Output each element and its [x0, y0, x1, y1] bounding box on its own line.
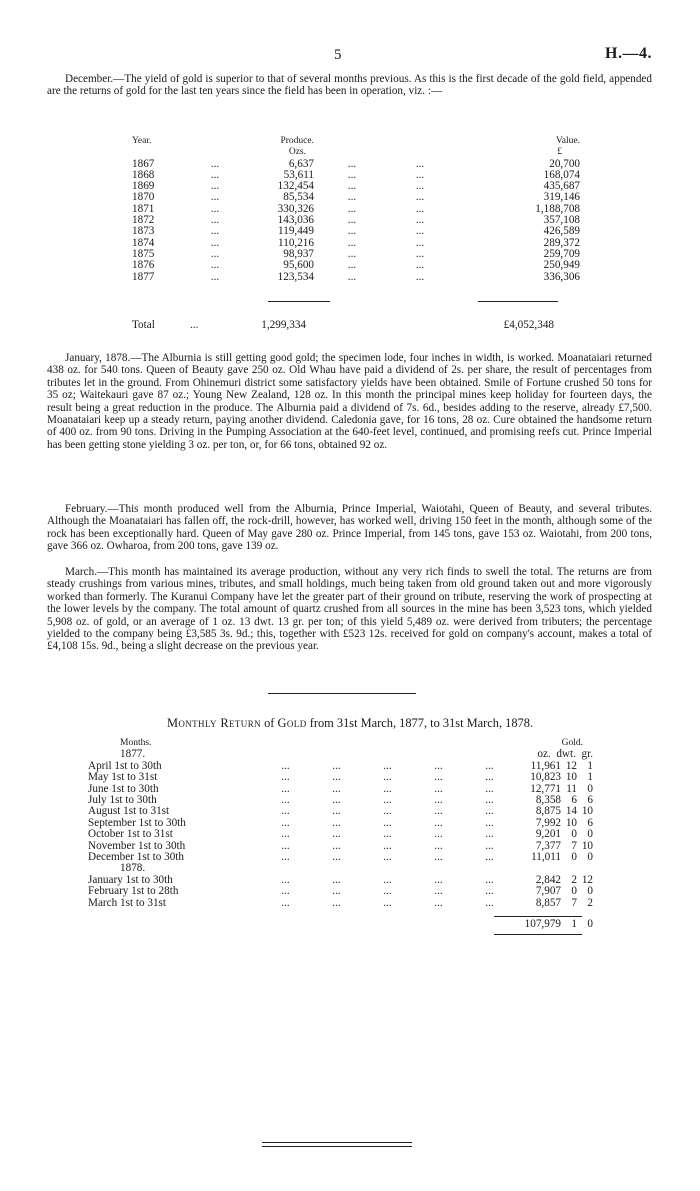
value-total-rule [478, 301, 558, 302]
leader-dots: ... [383, 816, 392, 829]
row-value: 250,949 [543, 259, 580, 272]
annual-row [132, 272, 580, 283]
leader-dots: ... [434, 794, 443, 807]
row-oz: 12,771 [530, 782, 561, 795]
annual-row [132, 215, 580, 226]
leader-dots: ... [190, 319, 199, 331]
leader-dots: ... [210, 225, 220, 238]
row-year: 1873 [132, 225, 155, 238]
leader-dots: ... [210, 214, 220, 227]
row-ozs: 85,534 [283, 191, 314, 204]
row-dwt: 10 [565, 816, 577, 829]
leader-dots: ... [485, 759, 494, 772]
leader-dots: ... [281, 896, 290, 909]
row-oz: 2,842 [535, 873, 561, 886]
row-oz: 11,011 [531, 851, 561, 864]
leader-dots: ... [332, 794, 341, 807]
row-year: 1875 [132, 247, 155, 260]
monthly-total-rule [494, 916, 582, 917]
row-dwt: 11 [566, 782, 577, 795]
row-dwt: 7 [571, 896, 577, 909]
annual-row [132, 181, 580, 192]
monthly-row [88, 829, 593, 840]
leader-dots: ... [485, 782, 494, 795]
row-gr: 0 [587, 851, 593, 864]
row-value: 426,589 [543, 225, 580, 238]
row-ozs: 53,611 [283, 168, 314, 181]
months-header: Months. [120, 738, 152, 748]
page-number: 5 [334, 47, 342, 63]
row-dwt: 0 [571, 828, 577, 841]
row-month: September 1st to 30th [88, 816, 186, 829]
row-gr: 1 [587, 771, 593, 784]
total-ozs: 1,299,334 [261, 319, 306, 331]
leader-dots: ... [415, 180, 425, 193]
row-gr: 2 [587, 896, 593, 909]
leader-dots: ... [332, 828, 341, 841]
row-gr: 0 [587, 828, 593, 841]
monthly-gold-table [88, 738, 593, 931]
leader-dots: ... [281, 805, 290, 818]
leader-dots: ... [210, 191, 220, 204]
leader-dots: ... [281, 816, 290, 829]
leader-dots: ... [434, 885, 443, 898]
leader-dots: ... [347, 180, 357, 193]
row-value: 289,372 [543, 236, 580, 249]
monthly-row [88, 898, 593, 909]
row-month: November 1st to 30th [88, 839, 186, 852]
leader-dots: ... [485, 885, 494, 898]
leader-dots: ... [347, 168, 357, 181]
leader-dots: ... [485, 805, 494, 818]
monthly-row [88, 852, 593, 863]
row-value: 435,687 [543, 180, 580, 193]
leader-dots: ... [485, 851, 494, 864]
leader-dots: ... [415, 214, 425, 227]
row-value: 1,188,708 [535, 202, 580, 215]
annual-table-header [132, 136, 580, 147]
leader-dots: ... [347, 191, 357, 204]
leader-dots: ... [485, 794, 494, 807]
leader-dots: ... [485, 873, 494, 886]
total-label: Total [132, 319, 155, 331]
leader-dots: ... [383, 794, 392, 807]
row-gr: 0 [587, 885, 593, 898]
leader-dots: ... [281, 873, 290, 886]
leader-dots: ... [434, 839, 443, 852]
leader-dots: ... [383, 873, 392, 886]
leader-dots: ... [210, 157, 220, 170]
row-month: December 1st to 30th [88, 851, 185, 864]
leader-dots: ... [415, 247, 425, 260]
leader-dots: ... [415, 225, 425, 238]
leader-dots: ... [415, 191, 425, 204]
leader-dots: ... [485, 828, 494, 841]
annual-row [132, 260, 580, 271]
leader-dots: ... [281, 851, 290, 864]
row-month: June 1st to 30th [88, 782, 159, 795]
end-divider-1 [262, 1142, 412, 1143]
leader-dots: ... [281, 885, 290, 898]
row-year: 1867 [132, 157, 155, 170]
leader-dots: ... [383, 885, 392, 898]
leader-dots: ... [415, 202, 425, 215]
leader-dots: ... [281, 839, 290, 852]
leader-dots: ... [281, 771, 290, 784]
leader-dots: ... [332, 816, 341, 829]
leader-dots: ... [434, 805, 443, 818]
row-gr: 1 [587, 759, 593, 772]
year-1878-label: 1878. [120, 862, 146, 875]
row-month: August 1st to 31st [88, 805, 170, 818]
row-value: 357,108 [543, 214, 580, 227]
row-dwt: 0 [571, 851, 577, 864]
value-unit: £ [557, 147, 562, 158]
leader-dots: ... [281, 782, 290, 795]
row-year: 1872 [132, 214, 155, 227]
row-year: 1874 [132, 236, 155, 249]
annual-row [132, 238, 580, 249]
leader-dots: ... [281, 794, 290, 807]
leader-dots: ... [210, 180, 220, 193]
leader-dots: ... [332, 851, 341, 864]
year-1877-label: 1877. [120, 748, 146, 761]
leader-dots: ... [383, 805, 392, 818]
row-oz: 8,857 [535, 896, 561, 909]
monthly-row [88, 772, 593, 783]
leader-dots: ... [347, 247, 357, 260]
leader-dots: ... [383, 782, 392, 795]
leader-dots: ... [332, 805, 341, 818]
leader-dots: ... [332, 896, 341, 909]
row-value: 319,146 [543, 191, 580, 204]
leader-dots: ... [434, 771, 443, 784]
leader-dots: ... [210, 168, 220, 181]
leader-dots: ... [332, 782, 341, 795]
row-dwt: 12 [565, 759, 577, 772]
leader-dots: ... [210, 247, 220, 260]
row-month: February 1st to 28th [88, 885, 179, 898]
annual-total-row [132, 320, 554, 331]
row-month: October 1st to 31st [88, 828, 173, 841]
row-gr: 6 [587, 794, 593, 807]
row-year: 1870 [132, 191, 155, 204]
row-oz: 8,875 [535, 805, 561, 818]
row-year: 1869 [132, 180, 155, 193]
row-gr: 10 [581, 839, 593, 852]
row-ozs: 330,326 [277, 202, 314, 215]
total-oz: 107,979 [524, 918, 561, 931]
annual-gold-table [132, 136, 580, 283]
leader-dots: ... [415, 236, 425, 249]
leader-dots: ... [383, 896, 392, 909]
row-oz: 7,377 [535, 839, 561, 852]
row-value: 20,700 [549, 157, 580, 170]
leader-dots: ... [210, 259, 220, 272]
row-dwt: 10 [565, 771, 577, 784]
leader-dots: ... [347, 236, 357, 249]
leader-dots: ... [485, 896, 494, 909]
leader-dots: ... [383, 771, 392, 784]
leader-dots: ... [281, 759, 290, 772]
annual-table-units [132, 147, 580, 158]
gold-units: oz. dwt. gr. [537, 748, 593, 761]
leader-dots: ... [281, 828, 290, 841]
monthly-table-header [88, 738, 593, 749]
document-reference: H.—4. [605, 45, 652, 62]
row-ozs: 143,036 [277, 214, 314, 227]
row-ozs: 95,600 [283, 259, 314, 272]
annual-row [132, 192, 580, 203]
annual-row [132, 159, 580, 170]
total-value: £4,052,348 [503, 319, 554, 331]
leader-dots: ... [383, 839, 392, 852]
row-oz: 11,961 [530, 759, 561, 772]
row-month: January 1st to 30th [88, 873, 173, 886]
total-dwt: 1 [571, 918, 577, 931]
row-ozs: 6,637 [288, 157, 314, 170]
paragraph-february: February.—This month produced well from the Alburnia, Prince Imperial, Waiotahi, Queen of Beauty, and several tributes. Although the Moanataiari has fallen off, the rock-drill, however, has worked well, driving 150 feet in the month, although some of the rock has been exceptionally hard. Queen of May gave 280 oz. Prince Imperial, from 145 tons, gave 153 oz. Waiotahi, from 200 tons, gave 366 oz. Owharoa, from 200 tons, gave 139 oz. [47, 503, 652, 553]
annual-row [132, 170, 580, 181]
row-oz: 8,358 [535, 794, 561, 807]
leader-dots: ... [210, 270, 220, 283]
leader-dots: ... [383, 759, 392, 772]
paragraph-march: March.—This month has maintained its average production, without any very rich finds to swell the total. The returns are from steady crushings from various mines, tributes, and small holdings, much being taken from old ground taken out and more vigorously worked than formerly. The Kuranui Company have let the greater part of their ground on tribute, reserving the work of prospecting at the lower levels by the company. The total amount of quartz crushed from all sources in the mine has been 3,523 tons, which yielded 5,908 oz. of gold, or an average of 1 oz. 13 dwt. 13 gr. per ton; of this yield 5,489 oz. were derived from tributers; the percentage yielded to the company being £3,585 3s. 9d.; this, together with £523 12s. received for gold on company's account, makes a total of £4,108 15s. 9d., being a slight decrease on the previous year. [47, 566, 652, 653]
leader-dots: ... [210, 202, 220, 215]
row-ozs: 132,454 [277, 180, 314, 193]
row-gr: 10 [581, 805, 593, 818]
row-month: July 1st to 30th [88, 794, 157, 807]
row-value: 336,306 [543, 270, 580, 283]
leader-dots: ... [434, 782, 443, 795]
monthly-total-row [88, 919, 593, 930]
total-gr: 0 [587, 918, 593, 931]
row-value: 168,074 [543, 168, 580, 181]
leader-dots: ... [347, 259, 357, 272]
leader-dots: ... [485, 839, 494, 852]
row-year: 1868 [132, 168, 155, 181]
row-dwt: 7 [571, 839, 577, 852]
paragraph-january: January, 1878.—The Alburnia is still getting good gold; the specimen lode, four inches in width, is worked. Moanataiari returned 438 oz. for 540 tons. Queen of Beauty gave 250 oz. Old Whau have paid a dividend of 2s. per share, the result of percentages from tributes let in the ground. From Ohinemuri district some satisfactory yields have been obtained. Smile of Fortune crushed 50 tons for 35 oz; Waitekauri gave 87 oz.; Young New Zealand, 128 oz. In this month the principal mines keep holiday for fourteen days, the result being a great reduction in the produce. The Alburnia paid a dividend of 7s. 6d., besides adding to the reserve, already £7,500. Moanataiari keep up a steady return, paying another dividend. Caledonia gave, for 16 tons, 28 oz. Cure obtained the handsome return of 400 oz. from 90 tons. Driving in the Pumping Association at the 640-feet level, continued, and promising reefs cut. Prince Imperial has been getting stone yielding 3 oz. per ton, or, for 66 tons, obtained 92 oz. [47, 352, 652, 451]
leader-dots: ... [415, 259, 425, 272]
row-oz: 10,823 [530, 771, 561, 784]
annual-row [132, 249, 580, 260]
row-ozs: 119,449 [278, 225, 314, 238]
annual-row [132, 204, 580, 215]
row-gr: 0 [587, 782, 593, 795]
leader-dots: ... [347, 270, 357, 283]
row-ozs: 110,216 [278, 236, 314, 249]
leader-dots: ... [332, 771, 341, 784]
leader-dots: ... [332, 839, 341, 852]
leader-dots: ... [415, 270, 425, 283]
row-year: 1876 [132, 259, 155, 272]
produce-header: Produce. [280, 136, 314, 146]
row-gr: 12 [581, 873, 593, 886]
leader-dots: ... [434, 759, 443, 772]
monthly-row [88, 886, 593, 897]
row-oz: 7,907 [535, 885, 561, 898]
row-ozs: 98,937 [283, 247, 314, 260]
leader-dots: ... [332, 759, 341, 772]
leader-dots: ... [415, 157, 425, 170]
row-dwt: 14 [565, 805, 577, 818]
row-dwt: 2 [571, 873, 577, 886]
row-year: 1877 [132, 270, 155, 283]
row-month: April 1st to 30th [88, 759, 162, 772]
leader-dots: ... [347, 225, 357, 238]
leader-dots: ... [434, 896, 443, 909]
leader-dots: ... [434, 828, 443, 841]
produce-unit: Ozs. [288, 147, 306, 158]
leader-dots: ... [485, 816, 494, 829]
paragraph-december: December.—The yield of gold is superior to that of several months previous. As this is the first decade of the gold field, appended are the returns of gold for the last ten years since the field has been in operation, viz. :— [47, 73, 652, 98]
row-dwt: 6 [571, 794, 577, 807]
leader-dots: ... [332, 885, 341, 898]
row-year: 1871 [132, 202, 155, 215]
leader-dots: ... [347, 157, 357, 170]
leader-dots: ... [434, 873, 443, 886]
leader-dots: ... [383, 851, 392, 864]
section-divider [268, 693, 416, 694]
leader-dots: ... [347, 202, 357, 215]
row-dwt: 0 [571, 885, 577, 898]
year-header: Year. [132, 136, 152, 146]
value-header: Value. [555, 136, 580, 146]
leader-dots: ... [210, 236, 220, 249]
end-divider-2 [262, 1146, 412, 1147]
monthly-return-title: Monthly Return of Gold from 31st March, 1877, to 31st March, 1878. [166, 716, 534, 730]
annual-row [132, 226, 580, 237]
row-oz: 7,992 [535, 816, 561, 829]
leader-dots: ... [415, 168, 425, 181]
gold-header: Gold. [561, 738, 583, 748]
row-month: May 1st to 31st [88, 771, 158, 784]
produce-total-rule [268, 301, 330, 302]
leader-dots: ... [485, 771, 494, 784]
monthly-total-underline [494, 934, 582, 935]
row-value: 259,709 [543, 247, 580, 260]
leader-dots: ... [347, 214, 357, 227]
leader-dots: ... [383, 828, 392, 841]
row-gr: 6 [587, 816, 593, 829]
leader-dots: ... [434, 851, 443, 864]
leader-dots: ... [434, 816, 443, 829]
row-month: March 1st to 31st [88, 896, 166, 909]
row-ozs: 123,534 [277, 270, 314, 283]
leader-dots: ... [332, 873, 341, 886]
row-oz: 9,201 [535, 828, 561, 841]
